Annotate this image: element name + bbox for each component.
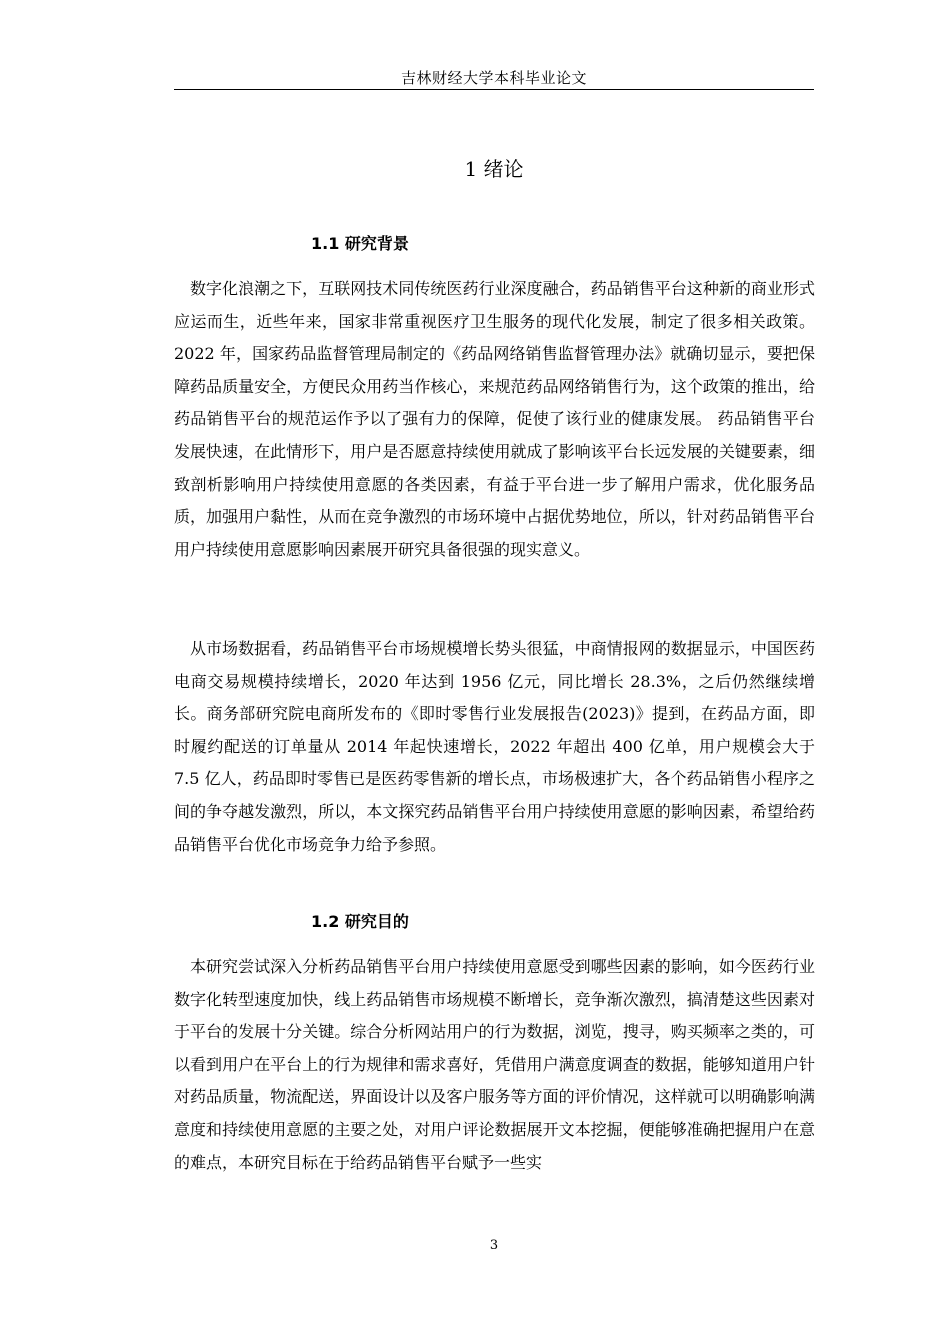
paragraph-background-1: 数字化浪潮之下，互联网技术同传统医药行业深度融合，药品销售平台这种新的商业形式应运而生，近些年来，国家非常重视医疗卫生服务的现代化发展，制定了很多相关政策。2022 年，国家药品监督管理局制定的《药品网络销售监督管理办法》就确切显示，要把保障药品质量安全，方便民众用药当作核心，来规范药品网络销售行为，这个政策的推出，给药品销售平台的规范运作予以了强有力的保障，促使了该行业的健康发展。 药品销售平台发展快速，在此情形下，用户是否愿意持续使用就成了影响该平台长远发展的关键要素，细致剖析影响用户持续使用意愿的各类因素，有益于平台进一步了解用户需求，优化服务品质，加强用户黏性，从而在竞争激烈的市场环境中占据优势地位，所以，针对药品销售平台用户持续使用意愿影响因素展开研究具备很强的现实意义。 [174,279,815,559]
running-header: 吉林财经大学本科毕业论文 [400,69,587,87]
page-number: 3 [489,1238,499,1253]
paragraph-purpose-1: 本研究尝试深入分析药品销售平台用户持续使用意愿受到哪些因素的影响，如今医药行业数字化转型速度加快，线上药品销售市场规模不断增长，竞争渐次激烈，搞清楚这些因素对于平台的发展十分关键。综合分析网站用户的行为数据，浏览，搜寻，购买频率之类的，可以看到用户在平台上的行为规律和需求喜好，凭借用户满意度调查的数据，能够知道用户针对药品质量，物流配送，界面设计以及客户服务等方面的评价情况，这样就可以明确影响满意度和持续使用意愿的主要之处，对用户评论数据展开文本挖掘，便能够准确把握用户在意的难点，本研究目标在于给药品销售平台赋予一些实 [174,957,815,1172]
header-rule [174,89,814,90]
paragraph-background-2: 从市场数据看，药品销售平台市场规模增长势头很猛，中商情报网的数据显示，中国医药电商交易规模持续增长，2020 年达到 1956 亿元，同比增长 28.3%，之后仍然继续增长。商务部研究院电商所发布的《即时零售行业发展报告(2023)》提到，在药品方面，即时履约配送的订单量从 2014 年起快速增长，2022 年超出 400 亿单，用户规模会大于 7.5 亿人，药品即时零售已是医药零售新的增长点，市场极速扩大，各个药品销售小程序之间的争夺越发激烈，所以，本文探究药品销售平台用户持续使用意愿的影响因素，希望给药品销售平台优化市场竞争力给予参照。 [174,639,815,854]
section-title-purpose: 1.2 研究目的 [311,912,409,931]
section-title-background: 1.1 研究背景 [311,234,409,253]
chapter-title: 1 绪论 [464,157,524,181]
